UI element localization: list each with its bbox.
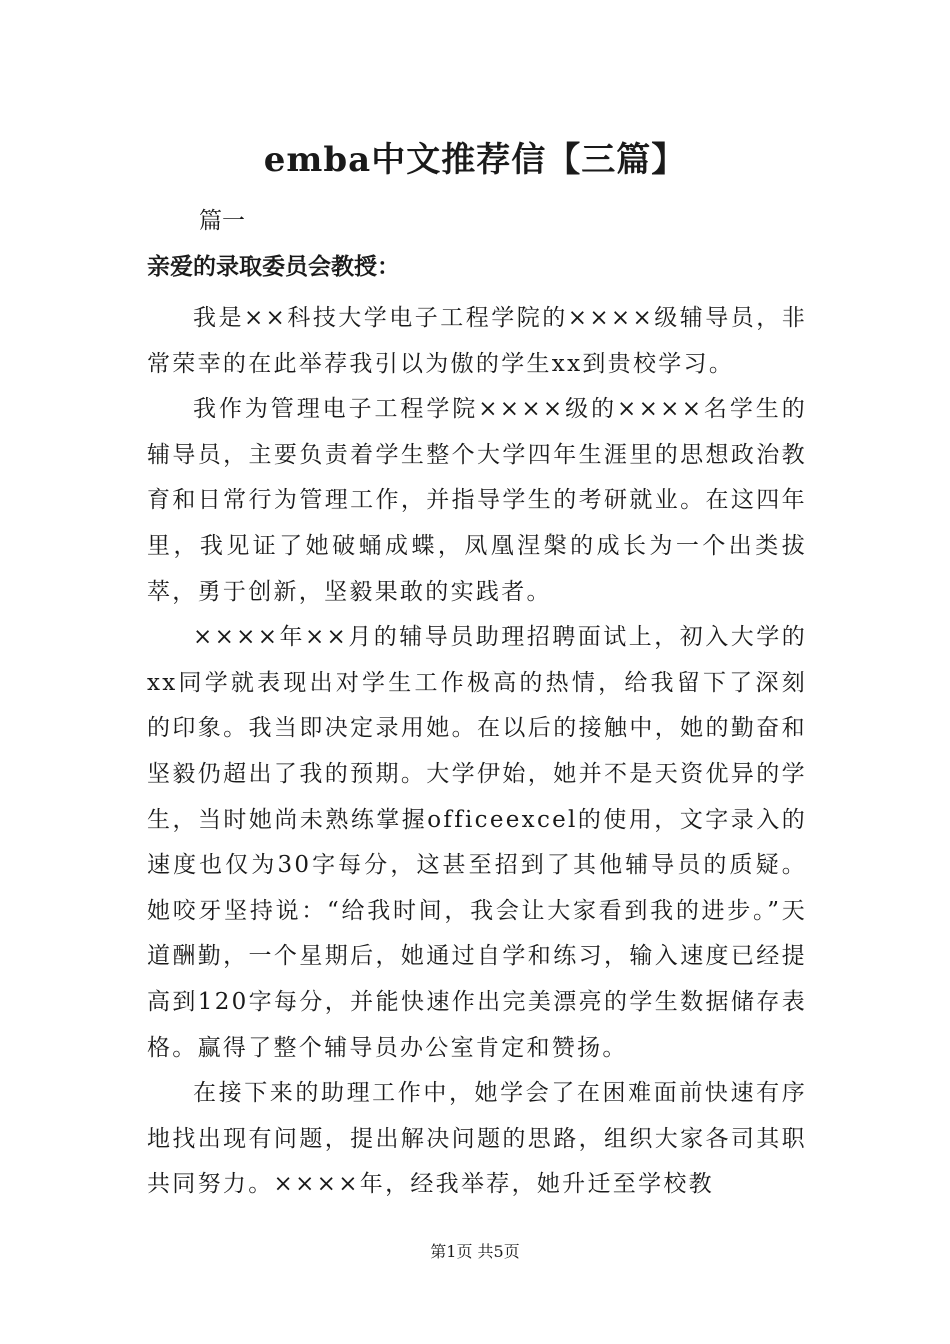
salutation: 亲爱的录取委员会教授：	[147, 253, 400, 280]
page-footer: 第1页 共5页	[430, 1242, 520, 1261]
body-paragraph: 在接下来的助理工作中，她学会了在困难面前快速有序地找出现有问题，提出解决问题的思路，组织大家各司其职共同努力。××××年，经我举荐，她升迁至学校教	[147, 1080, 807, 1198]
letter-body	[147, 296, 807, 1208]
section-label: 篇一	[199, 208, 245, 234]
body-paragraph: 我作为管理电子工程学院××××级的××××名学生的辅导员，主要负责着学生整个大学四年生涯里的思想政治教育和日常行为管理工作，并指导学生的考研就业。在这四年里，我见证了她破蛹成蝶，凤凰涅槃的成长为一个出类拔萃，勇于创新，坚毅果敢的实践者。	[147, 396, 807, 605]
body-paragraph: 我是××科技大学电子工程学院的××××级辅导员，非常荣幸的在此举荐我引以为傲的学生xx到贵校学习。	[147, 305, 807, 377]
document-title: emba中文推荐信【三篇】	[263, 140, 687, 180]
body-paragraph: ××××年××月的辅导员助理招聘面试上，初入大学的xx同学就表现出对学生工作极高的热情，给我留下了深刻的印象。我当即决定录用她。在以后的接触中，她的勤奋和坚毅仍超出了我的预期。大学伊始，她并不是天资优异的学生，当时她尚未熟练掌握officeexcel的使用，文字录入的速度也仅为30字每分，这甚至招到了其他辅导员的质疑。她咬牙坚持说：“给我时间，我会让大家看到我的进步。”天道酬勤，一个星期后，她通过自学和练习，输入速度已经提高到120字每分，并能快速作出完美漂亮的学生数据储存表格。赢得了整个辅导员办公室肯定和赞扬。	[147, 624, 807, 1061]
